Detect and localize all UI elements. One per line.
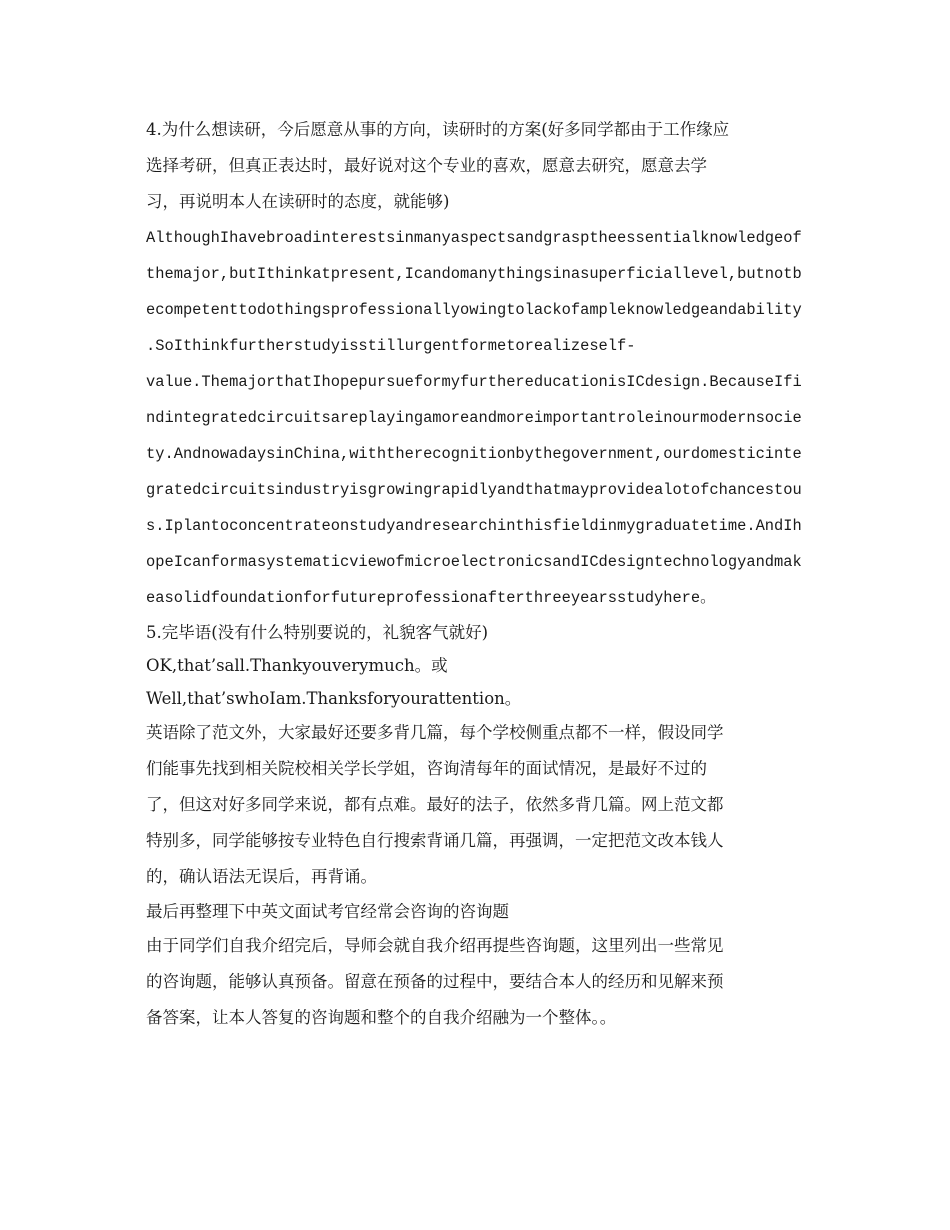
text-line: 5.完毕语(没有什么特别要说的，礼貌客气就好) (146, 623, 489, 642)
text-line: 4.为什么想读研，今后愿意从事的方向，读研时的方案(好多同学都由于工作缘应 (146, 120, 730, 139)
text-line: 习，再说明本人在读研时的态度，就能够) (146, 192, 450, 211)
text-line: themajor,butIthinkatpresent,Icandomanythingsinasuperficiallevel,butnotb (146, 265, 802, 283)
question-4-heading (146, 112, 810, 220)
question-5-answer (146, 649, 810, 715)
text-line: 的咨询题，能够认真预备。留意在预备的过程中，要结合本人的经历和见解来预 (146, 972, 724, 991)
text-line: opeIcanformasystematicviewofmicroelectronicsandICdesigntechnologyandmak (146, 553, 802, 571)
closing-paragraph (146, 928, 810, 1036)
text-line: 选择考研，但真正表达时，最好说对这个专业的喜欢，愿意去研究，愿意去学 (146, 156, 707, 175)
text-line: Well,that’swhoIam.Thanksforyourattention。 (146, 689, 522, 708)
text-line: 由于同学们自我介绍完后，导师会就自我介绍再提些咨询题，这里列出一些常见 (146, 936, 724, 955)
text-line: easolidfoundationforfutureprofessionafterthreeyearsstudyhere。 (146, 589, 716, 607)
text-line: s.Iplantoconcentrateonstudyandresearchinthisfieldinmygraduatetime.AndIh (146, 517, 802, 535)
text-line: OK,that’sall.Thankyouverymuch。或 (146, 656, 448, 675)
text-line: 们能事先找到相关院校相关学长学姐，咨询清每年的面试情况，是最好不过的 (146, 759, 707, 778)
text-line: 最后再整理下中英文面试考官经常会咨询的咨询题 (146, 902, 509, 921)
question-5-heading (146, 616, 810, 649)
text-line: 英语除了范文外，大家最好还要多背几篇，每个学校侧重点都不一样，假设同学 (146, 723, 724, 742)
advice-paragraph (146, 715, 810, 895)
text-line: AlthoughIhavebroadinterestsinmanyaspectsandgrasptheessentialknowledgeof (146, 229, 802, 247)
text-line: .SoIthinkfurtherstudyisstillurgentformetorealizeself- (146, 337, 636, 355)
text-line: 的，确认语法无误后，再背诵。 (146, 867, 377, 886)
text-line: gratedcircuitsindustryisgrowingrapidlyandthatmayprovidealotofchancestou (146, 481, 802, 499)
question-4-answer (146, 220, 810, 616)
text-line: 了，但这对好多同学来说，都有点难。最好的法子，依然多背几篇。网上范文都 (146, 795, 724, 814)
text-line: value.ThemajorthatIhopepursueformyfurthereducationisICdesign.BecauseIfi (146, 373, 802, 391)
document-page (146, 112, 810, 1036)
text-line: ndintegratedcircuitsareplayingamoreandmoreimportantroleinourmodernsocie (146, 409, 802, 427)
text-line: 特别多，同学能够按专业特色自行搜索背诵几篇，再强调，一定把范文改本钱人 (146, 831, 724, 850)
section-title (146, 895, 810, 928)
text-line: ty.AndnowadaysinChina,withtherecognitionbythegovernment,ourdomesticinte (146, 445, 802, 463)
text-line: ecompetenttodothingsprofessionallyowingtolackofampleknowledgeandability (146, 301, 802, 319)
text-line: 备答案，让本人答复的咨询题和整个的自我介绍融为一个整体。。 (146, 1008, 617, 1027)
